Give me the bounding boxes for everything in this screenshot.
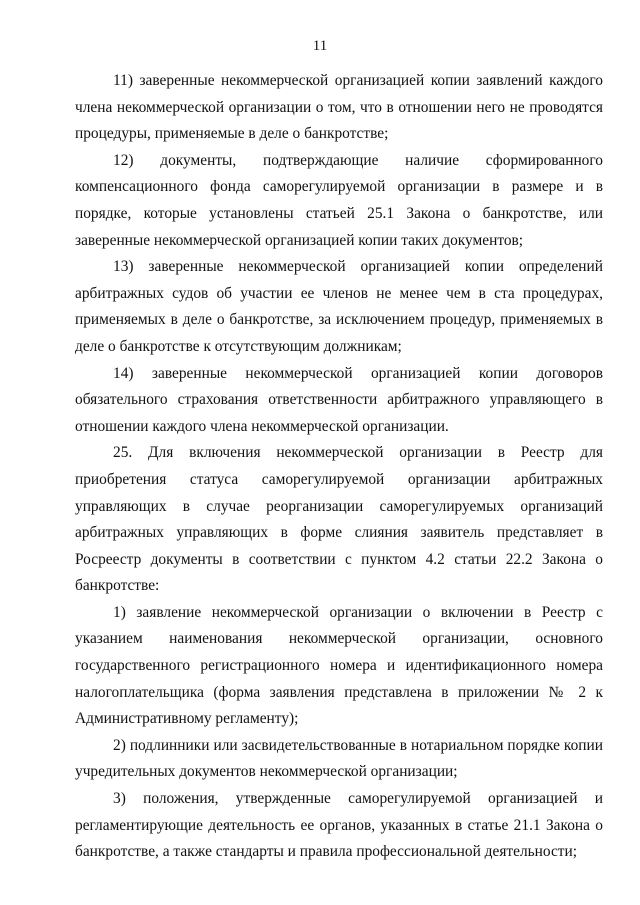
- paragraph-item-3: 3) положения, утвержденные саморегулируемой организацией и регламентирующие деятельность ее органов, указанных в статье 21.1 Закона о банкротстве, а также стандарты и правила профессиональной деятельности;: [75, 790, 603, 861]
- paragraph-section-25: 25. Для включения некоммерческой организации в Реестр для приобретения статуса саморегулируемой организации арбитражных управляющих в случае реорганизации саморегулируемых организаций арбитражных управляющих в форме слияния заявитель представляет в Росреестр документы в соответствии с пунктом 4.2 статьи 22.2 Закона о банкротстве:: [75, 444, 603, 595]
- paragraph-item-1: 1) заявление некоммерческой организации о включении в Реестр с указанием наименования некоммерческой организации, основного государственного регистрационного номера и идентификационного номера налогоплательщика (форма заявления представлена в приложении № 2 к Административному регламенту);: [75, 603, 603, 728]
- paragraph-item-2: 2) подлинники или засвидетельствованные в нотариальном порядке копии учредительных документов некоммерческой организации;: [75, 736, 603, 781]
- paragraph-item-13: 13) заверенные некоммерческой организацией копии определений арбитражных судов об участии ее членов не менее чем в ста процедурах, применяемых в деле о банкротстве, за исключением процедур, применяемых в деле о банкротстве к отсутствующим должникам;: [75, 258, 603, 355]
- page-number: 11: [312, 38, 328, 54]
- paragraph-item-14: 14) заверенные некоммерческой организацией копии договоров обязательного страхования ответственности арбитражного управляющего в отношении каждого члена некоммерческой организации.: [75, 364, 603, 435]
- paragraph-item-11: 11) заверенные некоммерческой организацией копии заявлений каждого члена некоммерческой организации о том, что в отношении него не проводятся процедуры, применяемые в деле о банкротстве;: [75, 72, 603, 143]
- paragraph-item-12: 12) документы, подтверждающие наличие сформированного компенсационного фонда саморегулируемой организации в размере и в порядке, которые установлены статьей 25.1 Закона о банкротстве, или заверенные некоммерческой организацией копии таких документов;: [75, 151, 603, 249]
- document-body: [75, 68, 603, 866]
